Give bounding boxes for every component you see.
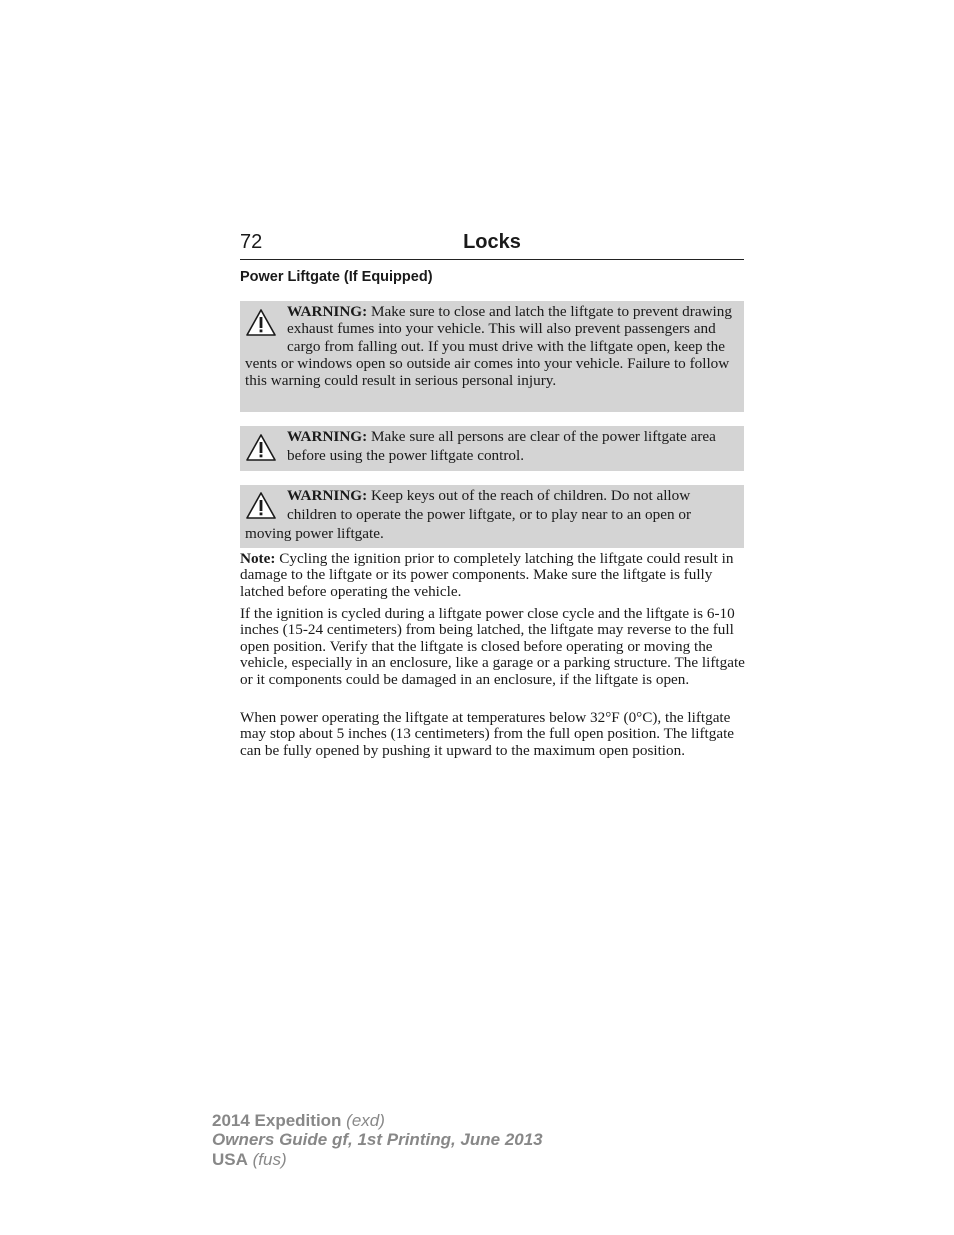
page-number: 72 <box>240 231 263 253</box>
note-text: Cycling the ignition prior to completely latching the liftgate could result in damage to the liftgate or its power components. Make sure the liftgate is fully latched before operating the vehicle. <box>240 550 734 600</box>
body-paragraph-temperature: When power operating the liftgate at temperatures below 32°F (0°C), the liftgate may stop about 5 inches (13 centimeters) from the full open position. The liftgate can be fully opened by pushing it upward to the maximum open position. <box>240 709 735 759</box>
note-paragraph <box>240 551 746 600</box>
warning-box-clear-area <box>240 426 744 471</box>
warning-text: Make sure to close and latch the liftgate to prevent drawing exhaust fumes into your vehicle. This will also prevent passengers and cargo from falling out. If you must drive with the liftgate open, keep the vents or windows open so outside air comes into your vehicle. Failure to follow this warning could result in serious personal injury. <box>245 303 732 390</box>
warning-text: Make sure all persons are clear of the power liftgate area before using the power liftgate control. <box>287 428 716 464</box>
footer-line-guide: Owners Guide gf, 1st Printing, June 2013 <box>212 1130 543 1150</box>
page-footer <box>212 1111 543 1169</box>
warning-text: Keep keys out of the reach of children. Do not allow children to operate the power liftgate, or to play near to an open or moving power liftgate. <box>245 487 692 542</box>
section-heading: Power Liftgate (If Equipped) <box>240 269 433 285</box>
warning-triangle-icon <box>245 308 277 338</box>
note-label: Note: <box>240 550 276 567</box>
footer-line-region: USA (fus) <box>212 1149 287 1169</box>
warning-triangle-icon <box>245 433 277 463</box>
chapter-title: Locks <box>463 231 521 253</box>
footer-line-model: 2014 Expedition (exd) <box>212 1111 385 1130</box>
warning-label: WARNING: <box>287 428 368 445</box>
warning-label: WARNING: <box>287 303 368 320</box>
warning-box-children <box>240 485 744 548</box>
page-header <box>240 229 744 260</box>
warning-box-exhaust <box>240 301 744 412</box>
body-paragraph-ignition: If the ignition is cycled during a liftgate power close cycle and the liftgate is 6-10 inches (15-24 centimeters) from being latched, the liftgate may reverse to the full open position. Verify that the liftgate is closed before operating or moving the vehicle, especially in an enclosure, like a garage or a parking structure. The liftgate or it components could be damaged in an enclosure, if the liftgate is open. <box>240 605 745 688</box>
warning-label: WARNING: <box>287 487 368 504</box>
warning-triangle-icon <box>245 491 277 521</box>
